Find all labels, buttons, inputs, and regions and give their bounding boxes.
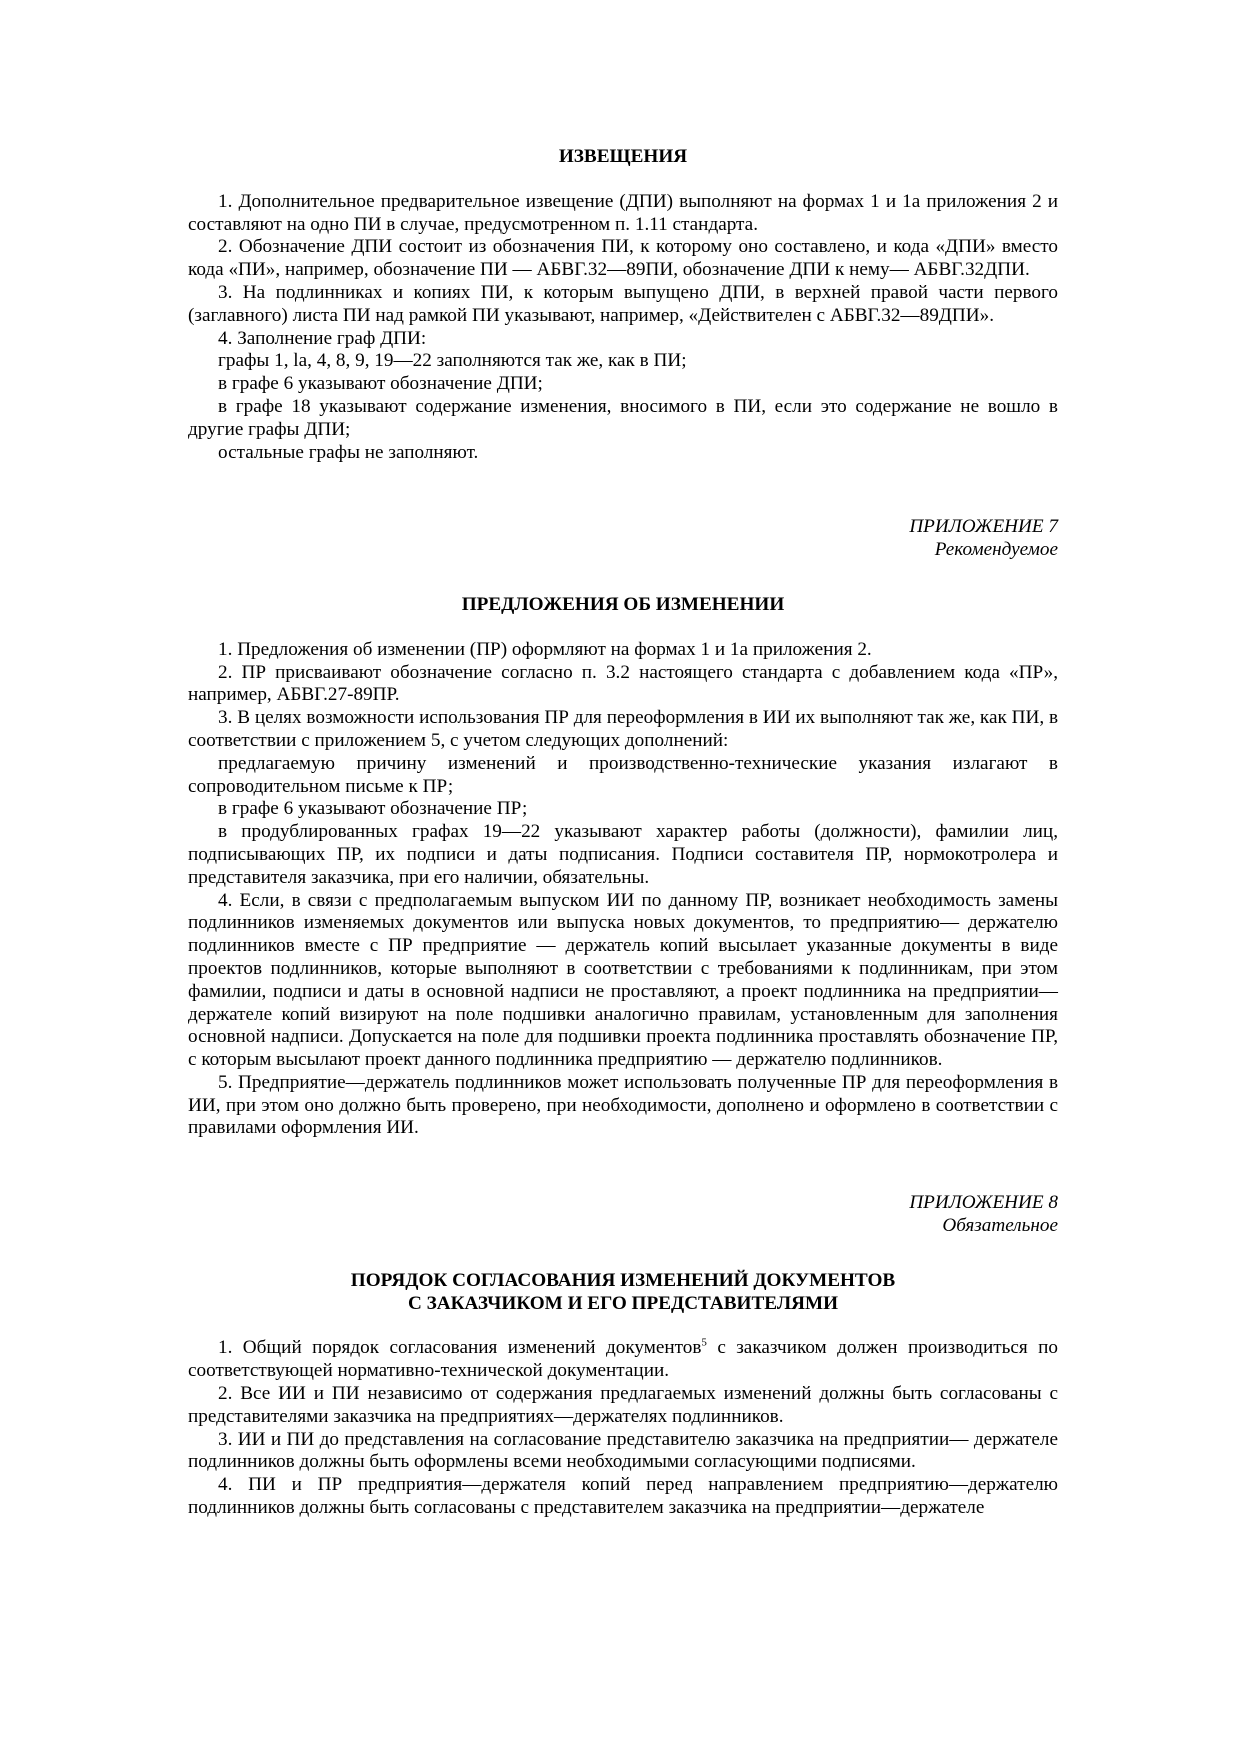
appendix-8-status: Обязательное: [942, 1215, 1058, 1237]
section-title-notices: ИЗВЕЩЕНИЯ: [558, 146, 688, 167]
approval-paragraph-text-start: 1. Общий порядок согласования изменений документов: [218, 1337, 702, 1359]
appendix-7-title: ПРЕДЛОЖЕНИЯ ОБ ИЗМЕНЕНИИ: [461, 593, 785, 615]
proposals-paragraph: в продублированных графах 19—22 указывают характер работы (должности), фамилии лиц, подписывающих ПР, их подписи и даты подписания. Подписи составителя ПР, нормокотролера и представителя заказчика, при его наличии, обязательны.: [188, 821, 1058, 888]
footnote-marker: 5: [701, 1337, 707, 1350]
notices-paragraph: графы 1, la, 4, 8, 9, 19—22 заполняются так же, как в ПИ;: [218, 350, 687, 372]
document-page: [188, 146, 1058, 1520]
appendix-8-title-line-2: С ЗАКАЗЧИКОМ И ЕГО ПРЕДСТАВИТЕЛЯМИ: [407, 1292, 839, 1314]
approval-paragraph: 3. ИИ и ПИ до представления на согласование представителю заказчика на предприятии— держателе подлинников должны быть оформлены всеми необходимыми согласующими подписями.: [188, 1428, 1058, 1473]
approval-paragraph-text-end: с заказчиком должен производиться по соответствующей нормативно-технической документации.: [188, 1337, 1058, 1382]
notices-paragraph: в графе 6 указывают обозначение ДПИ;: [218, 373, 543, 395]
notices-paragraph: 2. Обозначение ДПИ состоит из обозначения ПИ, к которому оно составлено, и кода «ДПИ» вместо кода «ПИ», например, обозначение ПИ — АБВГ.32—89ПИ, обозначение ДПИ к нему— АБВГ.32ДПИ.: [188, 236, 1058, 281]
appendix-7-label: ПРИЛОЖЕНИЕ 7: [909, 516, 1058, 538]
notices-paragraph: 3. На подлинниках и копиях ПИ, к которым выпущено ДПИ, в верхней правой части первого (заглавного) листа ПИ над рамкой ПИ указывают, например, «Действителен с АБВГ.32—89ДПИ».: [188, 281, 1058, 326]
proposals-paragraph: в графе 6 указывают обозначение ПР;: [218, 798, 528, 820]
appendix-8-label: ПРИЛОЖЕНИЕ 8: [909, 1192, 1058, 1214]
proposals-paragraph: 2. ПР присваивают обозначение согласно п. 3.2 настоящего стандарта с добавлением кода «ПР», например, АБВГ.27-89ПР.: [188, 661, 1058, 706]
notices-paragraph: 4. Заполнение граф ДПИ:: [218, 327, 427, 349]
proposals-paragraph: предлагаемую причину изменений и производственно-технические указания излагают в сопроводительном письме к ПР;: [188, 752, 1058, 797]
appendix-8-title-line-1: ПОРЯДОК СОГЛАСОВАНИЯ ИЗМЕНЕНИЙ ДОКУМЕНТОВ: [350, 1269, 896, 1291]
proposals-paragraph: 3. В целях возможности использования ПР для переоформления в ИИ их выполняют так же, как ПИ, в соответствии с приложением 5, с учетом следующих дополнений:: [188, 707, 1058, 751]
appendix-7-status: Рекомендуемое: [934, 539, 1058, 561]
proposals-paragraph: 1. Предложения об изменении (ПР) оформляют на формах 1 и 1а приложения 2.: [218, 638, 872, 660]
notices-paragraph: 1. Дополнительное предварительное извещение (ДПИ) выполняют на формах 1 и 1а приложения 2 и составляют на одно ПИ в случае, предусмотренном п. 1.11 стандарта.: [188, 190, 1058, 235]
notices-paragraph: в графе 18 указывают содержание изменения, вносимого в ПИ, если это содержание не вошло в другие графы ДПИ;: [188, 395, 1058, 440]
proposals-paragraph: 4. Если, в связи с предполагаемым выпуском ИИ по данному ПР, возникает необходимость замены подлинников изменяемых документов или выпуска новых документов, то предприятию— держателю подлинников вместе с ПР предприятие — держатель копий высылает указанные документы в виде проектов подлинников, которые выполняют в соответствии с требованиями к подлинникам, при этом фамилии, подписи и даты в основной надписи не проставляют, а проект подлинника на предприятии—держателе копий визируют на поле подшивки аналогично правилам, установленным для заполнения основной надписи. Допускается на поле для подшивки проекта подлинника проставлять обозначение ПР, с которым высылают проект данного подлинника предприятию — держателю подлинников.: [188, 889, 1058, 1071]
approval-paragraph: [188, 1337, 1058, 1383]
notices-paragraph: остальные графы не заполняют.: [218, 441, 479, 463]
proposals-paragraph: 5. Предприятие—держатель подлинников может использовать полученные ПР для переоформления в ИИ, при этом оно должно быть проверено, при необходимости, дополнено и оформлено в соответствии с правилами оформления ИИ.: [188, 1071, 1058, 1139]
approval-paragraph: 4. ПИ и ПР предприятия—держателя копий перед направлением предприятию—держателю подлинников должны быть согласованы с представителем заказчика на предприятии—держателе: [188, 1474, 1058, 1519]
approval-paragraph: 2. Все ИИ и ПИ независимо от содержания предлагаемых изменений должны быть согласованы с представителями заказчика на предприятиях—держателях подлинников.: [188, 1383, 1058, 1427]
